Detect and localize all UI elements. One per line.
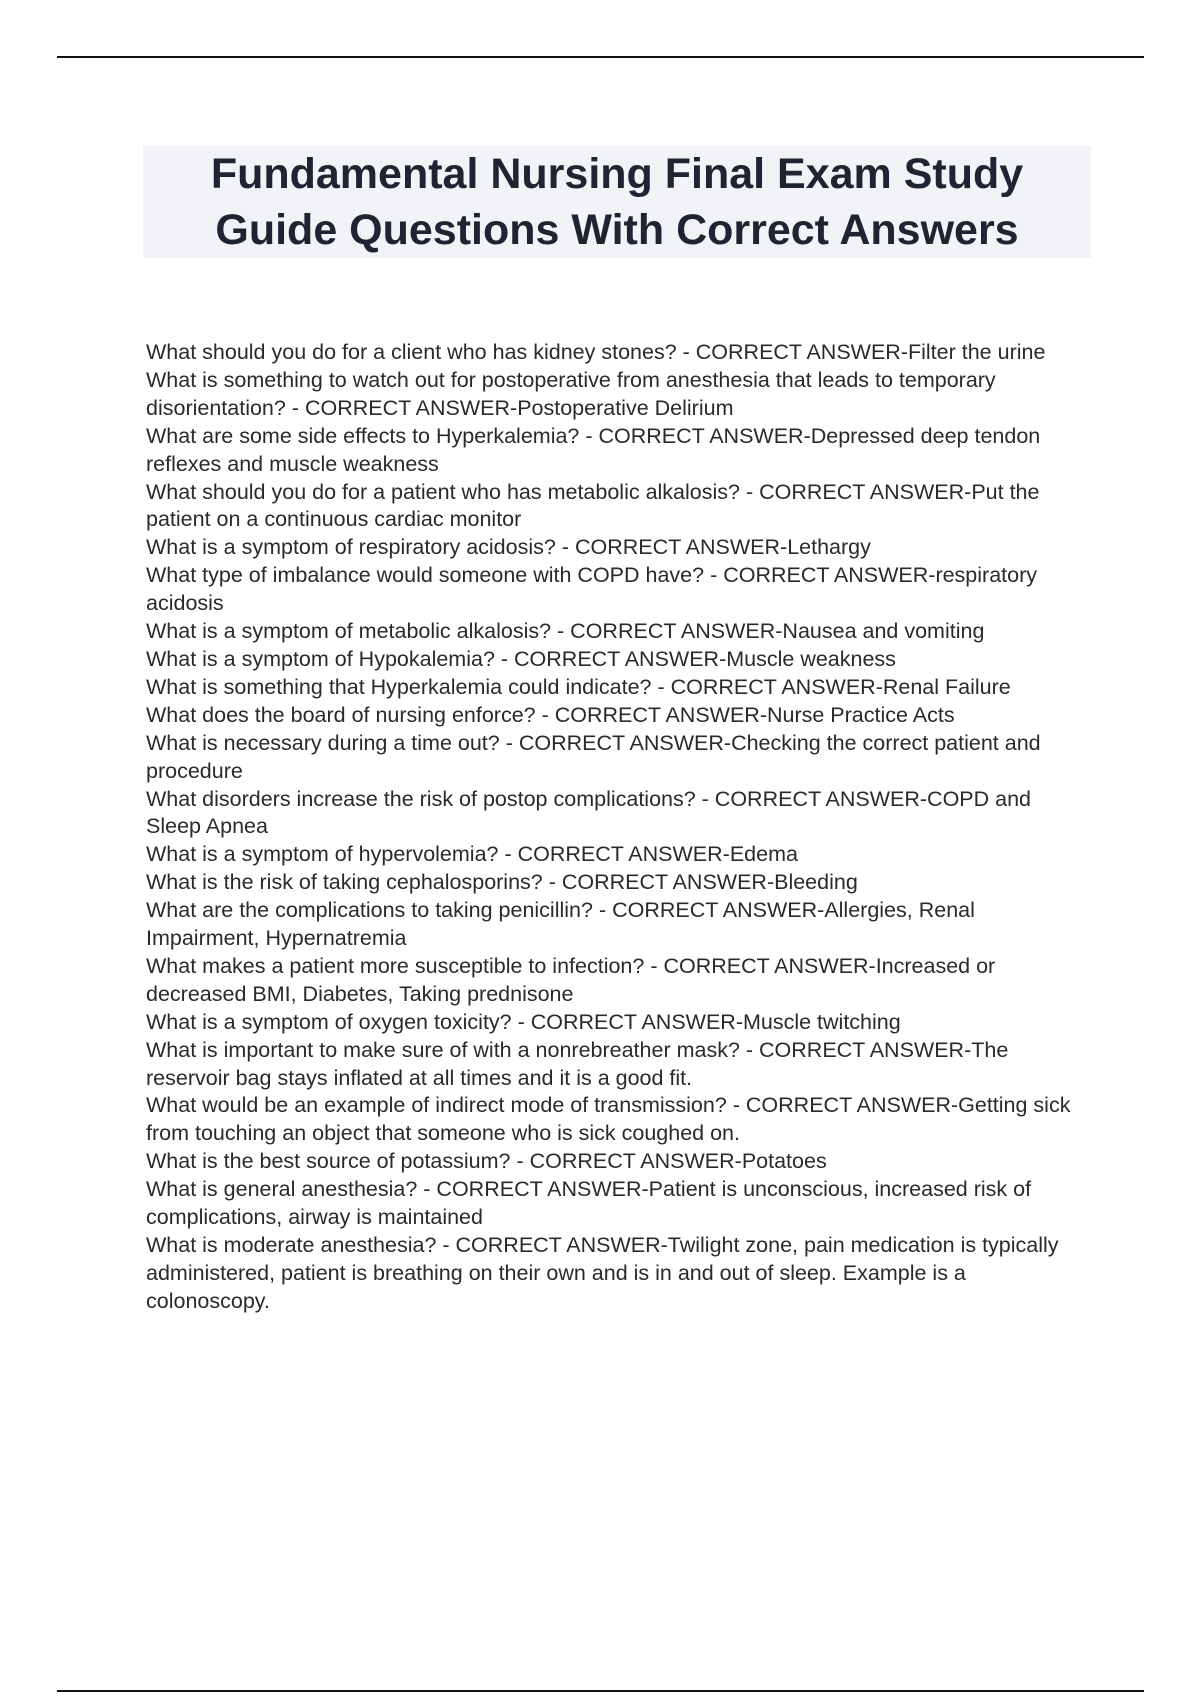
qa-question: What is a symptom of hypervolemia?	[146, 842, 499, 867]
qa-item	[146, 953, 1086, 1009]
qa-question: What should you do for a client who has kidney stones?	[146, 340, 677, 364]
qa-question: What is a symptom of respiratory acidosis?	[146, 535, 556, 560]
qa-separator: - CORRECT ANSWER-	[579, 423, 811, 448]
qa-separator: - CORRECT ANSWER-	[510, 1149, 742, 1174]
qa-item	[146, 1148, 1086, 1176]
qa-question: What is moderate anesthesia?	[146, 1233, 437, 1257]
qa-item	[146, 1092, 1086, 1148]
qa-answer: Allergies, Renal Impairment, Hypernatremia	[146, 898, 975, 951]
qa-question: What is a symptom of Hypokalemia?	[146, 646, 495, 671]
qa-answer: Nurse Practice Acts	[766, 702, 955, 727]
qa-answer: The reservoir bag stays inflated at all times and it is a good fit.	[146, 1037, 1009, 1090]
qa-separator: - CORRECT ANSWER-	[739, 1037, 972, 1062]
qa-answer: Renal Failure	[882, 674, 1011, 699]
qa-separator: - CORRECT ANSWER-	[498, 842, 730, 867]
qa-item	[146, 562, 1086, 618]
qa-question: What is a symptom of oxygen toxicity?	[146, 1009, 512, 1034]
qa-question: What disorders increase the risk of postop complications?	[146, 786, 696, 811]
qa-answer: Increased or decreased BMI, Diabetes, Taking prednisone	[146, 953, 996, 1006]
qa-question: What is necessary during a time out?	[146, 730, 500, 755]
qa-question: What are some side effects to Hyperkalemia?	[146, 423, 580, 448]
qa-question: What should you do for a patient who has metabolic alkalosis?	[146, 479, 740, 504]
qa-separator: - CORRECT ANSWER-	[739, 479, 972, 504]
title-banner	[143, 146, 1091, 258]
top-divider	[57, 56, 1144, 58]
qa-list	[146, 339, 1086, 1316]
page-title-line-1: Fundamental Nursing Final Exam Study	[210, 150, 1024, 198]
qa-item	[146, 646, 1086, 674]
bottom-divider	[57, 1690, 1144, 1692]
qa-answer: Getting sick from touching an object that someone who is sick coughed on.	[146, 1093, 1071, 1146]
qa-item	[146, 786, 1086, 842]
qa-question: What is general anesthesia?	[146, 1177, 418, 1202]
qa-question: What is something that Hyperkalemia could indicate?	[146, 674, 652, 699]
qa-separator: - CORRECT ANSWER-	[535, 702, 767, 727]
qa-question: What type of imbalance would someone with COPD have?	[146, 563, 705, 588]
qa-question: What is the best source of potassium?	[146, 1149, 511, 1174]
qa-item	[146, 367, 1086, 423]
qa-separator: - CORRECT ANSWER-	[651, 674, 883, 699]
qa-separator: - CORRECT ANSWER-	[285, 395, 518, 420]
qa-question: What is something to watch out for postoperative from anesthesia that leads to temporary disorientation?	[146, 367, 996, 420]
qa-item	[146, 1232, 1086, 1316]
qa-answer: Muscle weakness	[726, 646, 896, 671]
qa-question: What is important to make sure of with a nonrebreather mask?	[146, 1037, 740, 1062]
qa-answer: Potatoes	[741, 1149, 827, 1174]
qa-answer: Filter the urine	[908, 340, 1046, 364]
qa-answer: Postoperative Delirium	[517, 395, 734, 420]
qa-separator: - CORRECT ANSWER-	[695, 786, 928, 811]
qa-answer: Patient is unconscious, increased risk of complications, airway is maintained	[146, 1177, 1032, 1230]
page-title	[211, 146, 1023, 258]
qa-separator: - CORRECT ANSWER-	[551, 619, 783, 644]
qa-separator: - CORRECT ANSWER-	[511, 1009, 743, 1034]
qa-item	[146, 1037, 1086, 1093]
qa-question: What would be an example of indirect mode of transmission?	[146, 1093, 727, 1118]
qa-item	[146, 841, 1086, 869]
qa-separator: - CORRECT ANSWER-	[704, 563, 936, 588]
qa-item	[146, 1009, 1086, 1037]
qa-answer: Muscle twitching	[742, 1009, 901, 1034]
qa-item	[146, 423, 1086, 479]
qa-question: What makes a patient more susceptible to infection?	[146, 953, 645, 978]
qa-item	[146, 702, 1086, 730]
qa-separator: - CORRECT ANSWER-	[555, 535, 788, 560]
qa-separator: - CORRECT ANSWER-	[644, 953, 876, 978]
qa-question: What is a symptom of metabolic alkalosis?	[146, 619, 552, 644]
qa-answer: Checking the correct patient and procedure	[146, 730, 1041, 783]
qa-item	[146, 674, 1086, 702]
qa-answer: Depressed deep tendon reflexes and muscle weakness	[146, 423, 1041, 476]
qa-answer: Put the patient on a continuous cardiac monitor	[146, 479, 1040, 532]
qa-separator: - CORRECT ANSWER-	[436, 1233, 668, 1257]
qa-separator: - CORRECT ANSWER-	[499, 730, 732, 755]
qa-answer: COPD and Sleep Apnea	[146, 786, 1032, 839]
qa-separator: - CORRECT ANSWER-	[726, 1093, 959, 1118]
qa-separator: - CORRECT ANSWER-	[542, 870, 775, 895]
qa-item	[146, 339, 1086, 367]
qa-item	[146, 1176, 1086, 1232]
qa-answer: Edema	[729, 842, 798, 867]
qa-answer: Lethargy	[787, 535, 871, 560]
page-title-line-2: Guide Questions With Correct Answers	[215, 206, 1019, 254]
qa-answer: Twilight zone, pain medication is typically administered, patient is breathing on their own and is in and out of sleep. Example is a colonoscopy.	[146, 1233, 1059, 1313]
qa-answer: respiratory acidosis	[146, 563, 1037, 616]
qa-question: What are the complications to taking penicillin?	[146, 898, 593, 923]
qa-item	[146, 869, 1086, 897]
qa-answer: Bleeding	[774, 870, 858, 895]
qa-item	[146, 534, 1086, 562]
qa-question: What does the board of nursing enforce?	[146, 702, 536, 727]
qa-separator: - CORRECT ANSWER-	[417, 1177, 649, 1202]
qa-answer: Nausea and vomiting	[782, 619, 985, 644]
qa-item	[146, 618, 1086, 646]
qa-separator: - CORRECT ANSWER-	[676, 340, 908, 364]
qa-item	[146, 897, 1086, 953]
qa-item	[146, 730, 1086, 786]
qa-question: What is the risk of taking cephalosporins?	[146, 870, 543, 895]
qa-separator: - CORRECT ANSWER-	[592, 898, 825, 923]
qa-item	[146, 479, 1086, 535]
qa-separator: - CORRECT ANSWER-	[494, 646, 727, 671]
